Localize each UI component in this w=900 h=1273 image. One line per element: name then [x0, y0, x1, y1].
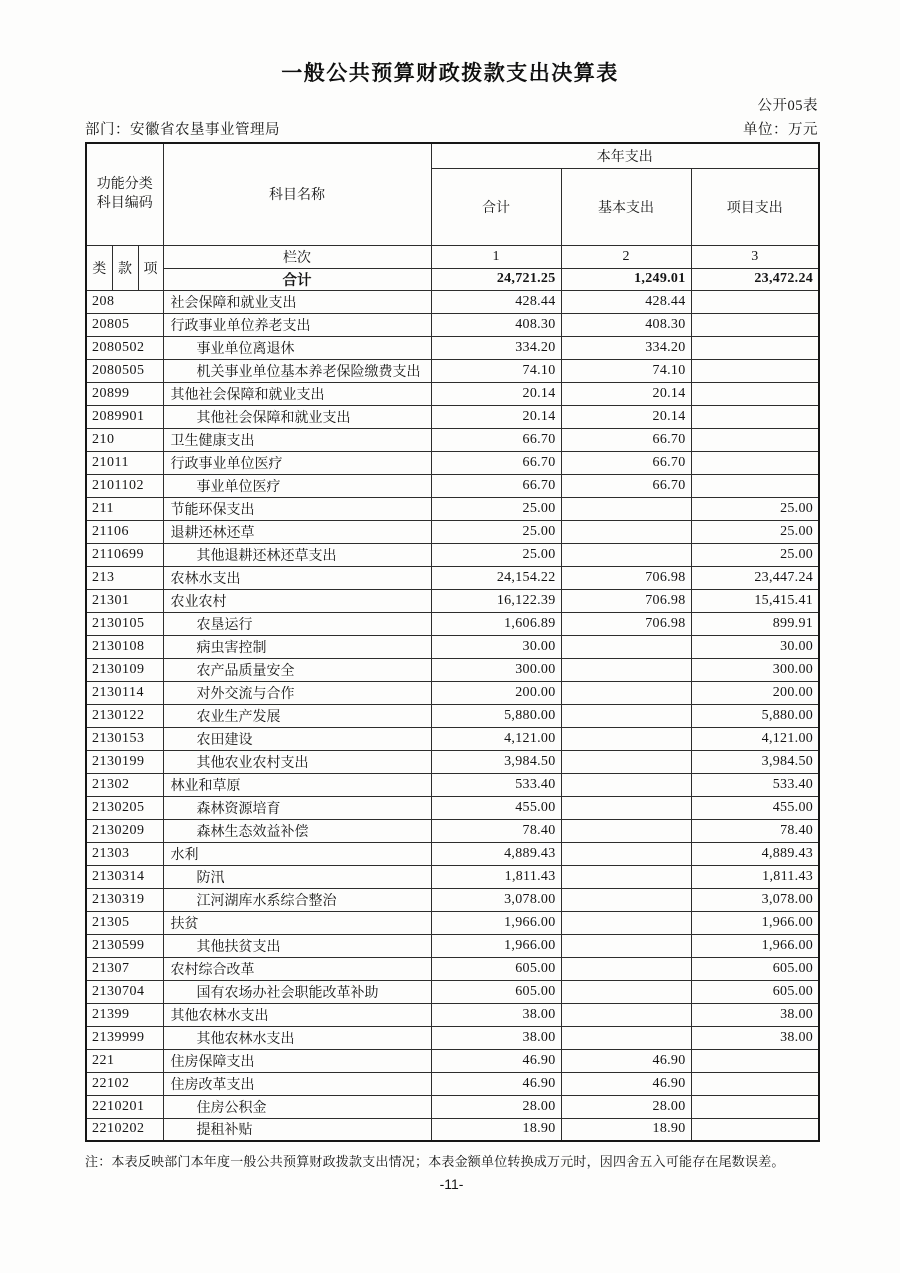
row-name-cell: 住房改革支出: [163, 1072, 431, 1095]
row-basic-cell: 28.00: [561, 1095, 691, 1118]
row-name-cell: 农业农村: [163, 589, 431, 612]
header-col-index-1: 1: [431, 245, 561, 268]
row-basic-cell: [561, 865, 691, 888]
row-name-cell: 事业单位离退休: [163, 336, 431, 359]
header-col-index-3: 3: [691, 245, 819, 268]
row-basic-cell: [561, 727, 691, 750]
row-code-cell: 208: [86, 290, 163, 313]
row-total-cell: 46.90: [431, 1049, 561, 1072]
row-total-cell: 38.00: [431, 1003, 561, 1026]
table-row: [86, 359, 819, 382]
row-basic-cell: [561, 658, 691, 681]
row-total-cell: 3,078.00: [431, 888, 561, 911]
row-basic-cell: 706.98: [561, 589, 691, 612]
row-code-cell: 2080502: [86, 336, 163, 359]
row-total-cell: 605.00: [431, 957, 561, 980]
row-total-cell: 16,122.39: [431, 589, 561, 612]
row-code-cell: 211: [86, 497, 163, 520]
row-project-cell: 1,811.43: [691, 865, 819, 888]
row-total-cell: 66.70: [431, 428, 561, 451]
row-code-cell: 2130105: [86, 612, 163, 635]
row-total-cell: 200.00: [431, 681, 561, 704]
footnote: 注：本表反映部门本年度一般公共预算财政拨款支出情况；本表金额单位转换成万元时，因四舍五入可能存在尾数误差。: [85, 1154, 785, 1169]
row-project-cell: 25.00: [691, 543, 819, 566]
row-project-cell: 1,966.00: [691, 911, 819, 934]
row-name-cell: 江河湖库水系综合整治: [163, 888, 431, 911]
row-total-cell: 1,966.00: [431, 934, 561, 957]
row-code-cell: 21302: [86, 773, 163, 796]
row-code-cell: 2130599: [86, 934, 163, 957]
row-total-cell: 66.70: [431, 474, 561, 497]
row-code-cell: 221: [86, 1049, 163, 1072]
table-row: [86, 911, 819, 934]
table-row: [86, 681, 819, 704]
row-name-cell: 农田建设: [163, 727, 431, 750]
row-total-cell: 533.40: [431, 773, 561, 796]
row-project-cell: 4,889.43: [691, 842, 819, 865]
row-code-cell: 213: [86, 566, 163, 589]
row-name-cell: 其他社会保障和就业支出: [163, 405, 431, 428]
row-total-cell: 24,154.22: [431, 566, 561, 589]
row-project-cell: 533.40: [691, 773, 819, 796]
header-row-1: [86, 143, 819, 168]
row-total-cell: 74.10: [431, 359, 561, 382]
table-row: [86, 865, 819, 888]
table-row: [86, 474, 819, 497]
row-name-cell: 机关事业单位基本养老保险缴费支出: [163, 359, 431, 382]
row-code-cell: 21305: [86, 911, 163, 934]
row-project-cell: [691, 1118, 819, 1141]
row-code-cell: 22102: [86, 1072, 163, 1095]
row-basic-cell: 706.98: [561, 612, 691, 635]
table-row: [86, 589, 819, 612]
row-project-cell: 25.00: [691, 520, 819, 543]
row-total-cell: 455.00: [431, 796, 561, 819]
header-row-3: [86, 245, 819, 268]
grand-total-label: 合计: [163, 268, 431, 290]
row-total-cell: 38.00: [431, 1026, 561, 1049]
header-subject: 科目名称: [163, 143, 431, 245]
table-row: [86, 704, 819, 727]
row-basic-cell: 706.98: [561, 566, 691, 589]
row-name-cell: 事业单位医疗: [163, 474, 431, 497]
row-name-cell: 林业和草原: [163, 773, 431, 796]
row-total-cell: 5,880.00: [431, 704, 561, 727]
row-basic-cell: 18.90: [561, 1118, 691, 1141]
row-code-cell: 2130314: [86, 865, 163, 888]
row-project-cell: [691, 1095, 819, 1118]
row-code-cell: 2210202: [86, 1118, 163, 1141]
row-total-cell: 334.20: [431, 336, 561, 359]
row-code-cell: 2130122: [86, 704, 163, 727]
row-name-cell: 提租补贴: [163, 1118, 431, 1141]
row-basic-cell: [561, 497, 691, 520]
row-code-cell: 2130199: [86, 750, 163, 773]
row-code-cell: 2130205: [86, 796, 163, 819]
row-basic-cell: 66.70: [561, 451, 691, 474]
header-current-year: 本年支出: [431, 143, 819, 168]
row-basic-cell: 428.44: [561, 290, 691, 313]
table-row: [86, 1049, 819, 1072]
row-basic-cell: [561, 1026, 691, 1049]
row-basic-cell: 334.20: [561, 336, 691, 359]
row-code-cell: 21106: [86, 520, 163, 543]
row-project-cell: 605.00: [691, 957, 819, 980]
row-project-cell: [691, 451, 819, 474]
row-project-cell: 38.00: [691, 1026, 819, 1049]
grand-total-basic: 1,249.01: [561, 268, 691, 290]
table-row: [86, 497, 819, 520]
row-project-cell: 605.00: [691, 980, 819, 1003]
row-basic-cell: 46.90: [561, 1072, 691, 1095]
row-code-cell: 2130108: [86, 635, 163, 658]
header-code-group-line1: 功能分类: [96, 177, 153, 193]
row-name-cell: 农垦运行: [163, 612, 431, 635]
row-basic-cell: [561, 934, 691, 957]
row-name-cell: 国有农场办社会职能改革补助: [163, 980, 431, 1003]
row-code-cell: 21399: [86, 1003, 163, 1026]
table-row: [86, 888, 819, 911]
row-total-cell: 25.00: [431, 520, 561, 543]
row-basic-cell: [561, 681, 691, 704]
row-name-cell: 农林水支出: [163, 566, 431, 589]
row-project-cell: 4,121.00: [691, 727, 819, 750]
row-total-cell: 605.00: [431, 980, 561, 1003]
row-total-cell: 20.14: [431, 382, 561, 405]
header-col-project: 项目支出: [691, 168, 819, 245]
row-name-cell: 扶贫: [163, 911, 431, 934]
row-total-cell: 428.44: [431, 290, 561, 313]
table-row: [86, 658, 819, 681]
row-basic-cell: 74.10: [561, 359, 691, 382]
row-basic-cell: [561, 842, 691, 865]
row-name-cell: 行政事业单位养老支出: [163, 313, 431, 336]
row-basic-cell: [561, 635, 691, 658]
meta-line: [85, 118, 818, 142]
row-basic-cell: [561, 957, 691, 980]
table-row: [86, 727, 819, 750]
table-row: [86, 1095, 819, 1118]
row-basic-cell: [561, 750, 691, 773]
row-name-cell: 森林资源培育: [163, 796, 431, 819]
header-sub-item: 款: [112, 245, 138, 290]
row-name-cell: 森林生态效益补偿: [163, 819, 431, 842]
row-code-cell: 21307: [86, 957, 163, 980]
row-name-cell: 农村综合改革: [163, 957, 431, 980]
row-project-cell: 78.40: [691, 819, 819, 842]
row-name-cell: 对外交流与合作: [163, 681, 431, 704]
row-project-cell: 38.00: [691, 1003, 819, 1026]
row-name-cell: 农业生产发展: [163, 704, 431, 727]
row-name-cell: 水利: [163, 842, 431, 865]
row-name-cell: 病虫害控制: [163, 635, 431, 658]
table-row: [86, 336, 819, 359]
table-row: [86, 980, 819, 1003]
row-total-cell: 46.90: [431, 1072, 561, 1095]
row-project-cell: [691, 382, 819, 405]
row-basic-cell: [561, 819, 691, 842]
table-row: [86, 1003, 819, 1026]
row-project-cell: 15,415.41: [691, 589, 819, 612]
row-total-cell: 300.00: [431, 658, 561, 681]
row-project-cell: [691, 1072, 819, 1095]
header-code-group-line2: 科目编码: [96, 196, 153, 212]
table-row: [86, 428, 819, 451]
table-row: [86, 451, 819, 474]
row-code-cell: 2101102: [86, 474, 163, 497]
row-project-cell: 25.00: [691, 497, 819, 520]
row-code-cell: 21011: [86, 451, 163, 474]
row-name-cell: 住房公积金: [163, 1095, 431, 1118]
grand-total-row: [86, 268, 819, 290]
row-code-cell: 2130114: [86, 681, 163, 704]
row-basic-cell: 20.14: [561, 382, 691, 405]
row-basic-cell: [561, 543, 691, 566]
row-basic-cell: [561, 980, 691, 1003]
unit-label: 单位：万元: [743, 122, 818, 138]
row-total-cell: 408.30: [431, 313, 561, 336]
row-project-cell: [691, 474, 819, 497]
row-total-cell: 25.00: [431, 497, 561, 520]
row-name-cell: 卫生健康支出: [163, 428, 431, 451]
row-project-cell: [691, 428, 819, 451]
row-total-cell: 3,984.50: [431, 750, 561, 773]
row-basic-cell: [561, 796, 691, 819]
row-total-cell: 66.70: [431, 451, 561, 474]
table-row: [86, 313, 819, 336]
row-code-cell: 2089901: [86, 405, 163, 428]
row-name-cell: 行政事业单位医疗: [163, 451, 431, 474]
grand-total-project: 23,472.24: [691, 268, 819, 290]
row-total-cell: 4,889.43: [431, 842, 561, 865]
table-row: [86, 543, 819, 566]
row-name-cell: 其他农业农村支出: [163, 750, 431, 773]
header-col-index-label: 栏次: [163, 245, 431, 268]
row-basic-cell: [561, 911, 691, 934]
row-name-cell: 其他退耕还林还草支出: [163, 543, 431, 566]
table-row: [86, 566, 819, 589]
header-sub-entry: 项: [138, 245, 163, 290]
row-total-cell: 28.00: [431, 1095, 561, 1118]
row-project-cell: [691, 313, 819, 336]
row-total-cell: 1,811.43: [431, 865, 561, 888]
grand-total-value: 24,721.25: [431, 268, 561, 290]
row-name-cell: 社会保障和就业支出: [163, 290, 431, 313]
header-code-group: [86, 143, 163, 245]
table-row: [86, 405, 819, 428]
document-content: [85, 94, 818, 1192]
table-row: [86, 382, 819, 405]
row-basic-cell: 46.90: [561, 1049, 691, 1072]
header-col-basic: 基本支出: [561, 168, 691, 245]
row-total-cell: 20.14: [431, 405, 561, 428]
row-name-cell: 防汛: [163, 865, 431, 888]
row-code-cell: 2130319: [86, 888, 163, 911]
row-project-cell: [691, 359, 819, 382]
table-code-label: 公开05表: [757, 98, 818, 114]
row-name-cell: 节能环保支出: [163, 497, 431, 520]
header-col-total: 合计: [431, 168, 561, 245]
row-project-cell: 30.00: [691, 635, 819, 658]
table-row: [86, 520, 819, 543]
header-sub-class: 类: [86, 245, 112, 290]
table-body: [86, 290, 819, 1141]
row-code-cell: 20899: [86, 382, 163, 405]
department-label: 部门：安徽省农垦事业管理局: [85, 122, 280, 138]
row-name-cell: 其他社会保障和就业支出: [163, 382, 431, 405]
row-code-cell: 20805: [86, 313, 163, 336]
row-total-cell: 1,966.00: [431, 911, 561, 934]
row-code-cell: 2139999: [86, 1026, 163, 1049]
table-row: [86, 842, 819, 865]
row-code-cell: 2210201: [86, 1095, 163, 1118]
table-row: [86, 612, 819, 635]
row-total-cell: 4,121.00: [431, 727, 561, 750]
header-col-index-2: 2: [561, 245, 691, 268]
row-project-cell: 1,966.00: [691, 934, 819, 957]
row-project-cell: 5,880.00: [691, 704, 819, 727]
row-total-cell: 30.00: [431, 635, 561, 658]
row-basic-cell: [561, 773, 691, 796]
row-code-cell: 2130153: [86, 727, 163, 750]
row-project-cell: [691, 336, 819, 359]
table-row: [86, 1026, 819, 1049]
row-code-cell: 210: [86, 428, 163, 451]
row-basic-cell: [561, 888, 691, 911]
table-row: [86, 1118, 819, 1141]
row-project-cell: 3,984.50: [691, 750, 819, 773]
row-code-cell: 2080505: [86, 359, 163, 382]
row-name-cell: 农产品质量安全: [163, 658, 431, 681]
row-total-cell: 78.40: [431, 819, 561, 842]
row-project-cell: 23,447.24: [691, 566, 819, 589]
row-code-cell: 2130209: [86, 819, 163, 842]
row-project-cell: [691, 405, 819, 428]
row-code-cell: 21303: [86, 842, 163, 865]
row-name-cell: 其他农林水支出: [163, 1026, 431, 1049]
row-total-cell: 18.90: [431, 1118, 561, 1141]
page-number: -11-: [439, 1176, 464, 1192]
row-basic-cell: [561, 704, 691, 727]
row-name-cell: 其他农林水支出: [163, 1003, 431, 1026]
row-basic-cell: 66.70: [561, 428, 691, 451]
row-name-cell: 其他扶贫支出: [163, 934, 431, 957]
table-row: [86, 635, 819, 658]
row-project-cell: 899.91: [691, 612, 819, 635]
row-project-cell: 455.00: [691, 796, 819, 819]
table-row: [86, 957, 819, 980]
row-basic-cell: [561, 1003, 691, 1026]
row-name-cell: 住房保障支出: [163, 1049, 431, 1072]
row-code-cell: 2130109: [86, 658, 163, 681]
row-code-cell: 21301: [86, 589, 163, 612]
table-row: [86, 1072, 819, 1095]
row-total-cell: 1,606.89: [431, 612, 561, 635]
row-project-cell: [691, 1049, 819, 1072]
table-row: [86, 934, 819, 957]
expenditure-table: [85, 142, 820, 1142]
row-project-cell: [691, 290, 819, 313]
page-title: 一般公共预算财政拨款支出决算表: [281, 62, 619, 85]
row-project-cell: 300.00: [691, 658, 819, 681]
row-total-cell: 25.00: [431, 543, 561, 566]
row-basic-cell: [561, 520, 691, 543]
row-basic-cell: 408.30: [561, 313, 691, 336]
table-row: [86, 750, 819, 773]
table-row: [86, 796, 819, 819]
table-row: [86, 819, 819, 842]
row-project-cell: 3,078.00: [691, 888, 819, 911]
row-code-cell: 2110699: [86, 543, 163, 566]
row-code-cell: 2130704: [86, 980, 163, 1003]
row-basic-cell: 20.14: [561, 405, 691, 428]
row-basic-cell: 66.70: [561, 474, 691, 497]
table-row: [86, 290, 819, 313]
row-name-cell: 退耕还林还草: [163, 520, 431, 543]
table-row: [86, 773, 819, 796]
row-project-cell: 200.00: [691, 681, 819, 704]
